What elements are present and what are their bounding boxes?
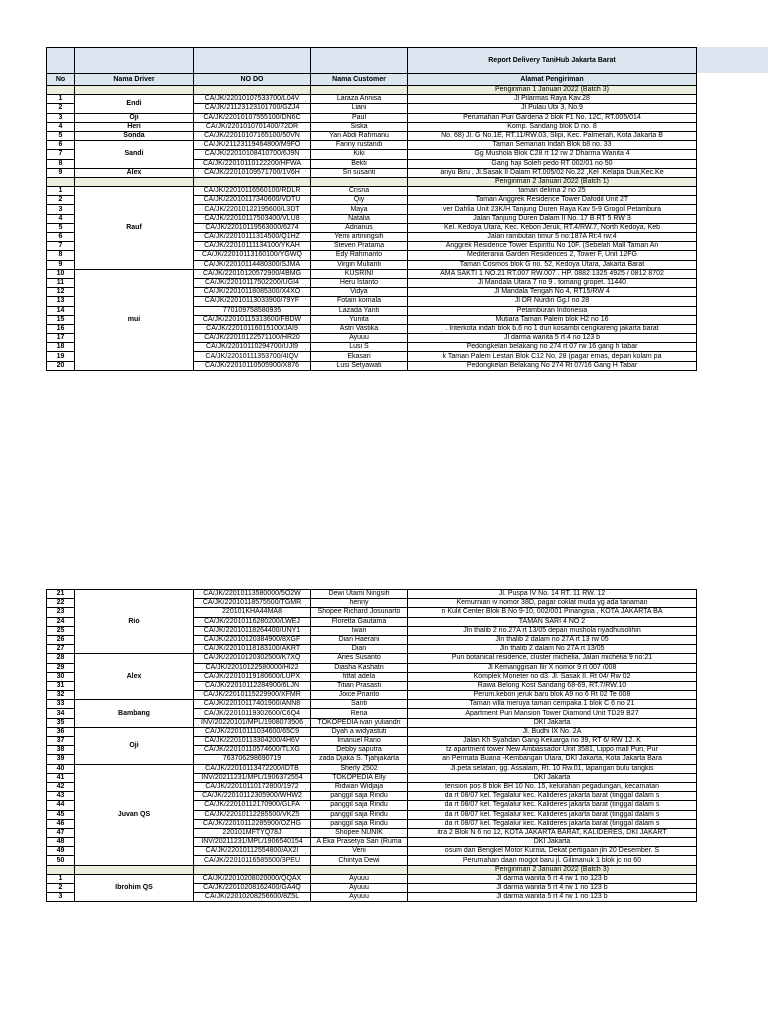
delivery-order-number: CA/JK/220101133042​00/4H6V: [194, 737, 311, 746]
delivery-order-number: CA/JK/220101075551​00/DN6C: [194, 113, 311, 122]
delivery-order-number: CA/JK/220101153136​00/FBDW: [194, 315, 311, 324]
delivery-order-number: INV/20211231/MPL/1906540154: [194, 838, 311, 847]
customer-name: fitfat adela: [311, 672, 408, 681]
delivery-address: Jln thalib 2 dalam No 27A rt 13/05: [408, 645, 697, 654]
customer-name: Ridwan Widjaja: [311, 782, 408, 791]
row-number: 35: [47, 718, 75, 727]
delivery-address: TAMAN SARI 4 NO 2: [408, 617, 697, 626]
delivery-address: Perumahan Puri Gardena 2 blok F1 No. 12C, RT.005/014: [408, 113, 697, 122]
delivery-address: Gg Mushola Blok C28 rt 12 rw 2 Dharma Wanita 4: [408, 150, 697, 159]
report-title: Report Delivery TaniHub Jakarta Barat: [408, 48, 697, 74]
delivery-order-number: CA/JK/220101105746​00/TLXG: [194, 746, 311, 755]
row-number: 13: [47, 297, 75, 306]
customer-name: Edy Rahmanto: [311, 251, 408, 260]
customer-name: Qiy: [311, 196, 408, 205]
header-driver: Nama Driver: [75, 74, 194, 86]
row-number: 37: [47, 737, 75, 746]
delivery-address: Jl Pilarmas Raya Kav.28: [408, 95, 697, 104]
customer-name: Diasha Kashatri: [311, 663, 408, 672]
row-number: 6: [47, 141, 75, 150]
customer-name: Sri susanti: [311, 168, 408, 177]
delivery-address: Kel. Kedoya Utara, Kec. Kebon Jeruk, RT.4/RW.7, North Kedoya, Keb: [408, 223, 697, 232]
delivery-order-number: CA/JK/220101110346​00/65C9: [194, 727, 311, 736]
delivery-order-number: CA/JK/211231231017​00/GZJ4: [194, 104, 311, 113]
delivery-order-number: CA/JK/220101102947​00/UJI9: [194, 343, 311, 352]
delivery-address: Jl darma wanita 5 rt 4 no 123 b: [408, 334, 697, 343]
delivery-order-number: CA/JK/220101173406​00/VDTU: [194, 196, 311, 205]
customer-name: Ayuuu: [311, 334, 408, 343]
customer-name: Natalia: [311, 214, 408, 223]
customer-name: Dian: [311, 645, 408, 654]
row-number: 3: [47, 113, 75, 122]
row-number: 20: [47, 361, 75, 370]
delivery-order-number: CA/JK/220101193026​00/C6Q4: [194, 709, 311, 718]
row-number: 6: [47, 233, 75, 242]
row-number: 15: [47, 315, 75, 324]
delivery-order-number: CA/JK/220101195630​00/6274: [194, 223, 311, 232]
driver-name: Bambang: [75, 700, 194, 728]
header-do: NO DO: [194, 74, 311, 86]
customer-name: Fotain komala: [311, 297, 408, 306]
row-number: 5: [47, 131, 75, 140]
customer-name: panggil saja Rindu: [311, 810, 408, 819]
delivery-address: Anggrek Residence Tower Espirittu No 10F. (Sebelah Mall Taman An: [408, 242, 697, 251]
driver-name: Alex: [75, 168, 194, 177]
customer-name: Ayuuu: [311, 874, 408, 883]
row-number: 4: [47, 122, 75, 131]
driver-name: Endi: [75, 95, 194, 113]
row-number: 3: [47, 893, 75, 902]
row-number: 11: [47, 278, 75, 287]
delivery-address: Jl Kemanggisan Ilir X nomor 9 rt 007 /008: [408, 663, 697, 672]
customer-name: Joice Prianto: [311, 691, 408, 700]
customer-name: Virgin Mulianti: [311, 260, 408, 269]
delivery-order-number: CA/JK/211231194648​00/M9FO: [194, 141, 311, 150]
delivery-order-number: CA/JK/220101070140​0/72DR: [194, 122, 311, 131]
delivery-order-number: CA/JK/220101225711​00/HR20: [194, 334, 311, 343]
customer-name: Lusi S: [311, 343, 408, 352]
customer-name: Adrianus: [311, 223, 408, 232]
delivery-order-number: CA/JK/220101075337​00/L04V: [194, 95, 311, 104]
customer-name: Lusi Setyawati: [311, 361, 408, 370]
row-number: 2: [47, 104, 75, 113]
delivery-address: da rt 08/07 kel. Tegalalur kec. Kalideres jakarta barat (tinggal dalam s: [408, 810, 697, 819]
delivery-order-number: CA/JK/220101134722​00/IDTB: [194, 764, 311, 773]
delivery-order-number: CA/JK/220101131601​00/YGWQ: [194, 251, 311, 260]
row-number: 41: [47, 773, 75, 782]
delivery-address: osum dan Bengkel Motor Kurnia, Dekat pertigaan jln 20 Desember. S: [408, 847, 697, 856]
delivery-order-number: CA/JK/220101175034​00/VLU8: [194, 214, 311, 223]
row-number: 10: [47, 269, 75, 278]
delivery-address: Jl.peta selatan, gg. Assalam, Rt. 10 Rw.01, lapangan bulu tangkis: [408, 764, 697, 773]
row-number: 49: [47, 847, 75, 856]
delivery-order-number: CA/JK/220101105059​00/X876: [194, 361, 311, 370]
delivery-order-number: CA/JK/220102082566​00/8Z5L: [194, 893, 311, 902]
customer-name: Maya: [311, 205, 408, 214]
customer-name: zada Djaka S. Tjahjakarta: [311, 755, 408, 764]
row-number: 19: [47, 352, 75, 361]
row-number: 44: [47, 801, 75, 810]
row-number: 5: [47, 223, 75, 232]
delivery-address: ver Dahlia Unit 23K/H Tanjung Duren Raya Kav 5-9 Grogol Petambura: [408, 205, 697, 214]
row-number: 43: [47, 792, 75, 801]
delivery-address: Jln thalib 2 no.27A rt 13/05 depan mushola riyadhusolihin: [408, 626, 697, 635]
customer-name: Imanuel Rano: [311, 737, 408, 746]
delivery-row: [47, 654, 697, 663]
customer-name: Santi: [311, 700, 408, 709]
delivery-row: [47, 187, 697, 196]
delivery-address: Jln thalib 2 dalam no 27A rt 13 rw 05: [408, 635, 697, 644]
row-number: 9: [47, 168, 75, 177]
row-number: 29: [47, 663, 75, 672]
customer-name: Crisna: [311, 187, 408, 196]
customer-name: Steven Pratama: [311, 242, 408, 251]
customer-name: Sherly 2502: [311, 764, 408, 773]
delivery-address: Jl Pulau Ubi 3, No.9: [408, 104, 697, 113]
delivery-address: Jl. Budhi IX No. 2A: [408, 727, 697, 736]
row-number: 21: [47, 590, 75, 599]
delivery-row: [47, 141, 697, 150]
delivery-row: [47, 764, 697, 773]
delivery-sheet-top: [46, 47, 696, 371]
delivery-order-number: CA/JK/220101111341​00/YKAH: [194, 242, 311, 251]
delivery-row: [47, 874, 697, 883]
delivery-address: Taman Cosmos blok G no. 52, Kedoya Utara, Jakarta Barat: [408, 260, 697, 269]
delivery-address: da rt 08/07 kel. Tegalalur kec. Kalideres jakarta barat (tinggal dalam s: [408, 819, 697, 828]
driver-name: Ibrohim QS: [75, 874, 194, 902]
driver-name: Rauf: [75, 187, 194, 270]
delivery-address: Apartment Puri Mansion Tower Diamond Unit TD29 B27: [408, 709, 697, 718]
row-number: 30: [47, 672, 75, 681]
row-number: 7: [47, 150, 75, 159]
delivery-order-number: CA/JK/220101125548​00/AX2I: [194, 847, 311, 856]
delivery-address: Rawa Belong Kost Sandang 68-69, RT.7/RW.10: [408, 681, 697, 690]
row-number: 25: [47, 626, 75, 635]
delivery-row: [47, 168, 697, 177]
shipment-section-label: Pengiriman 2 Januari 2022 (Batch 1): [408, 177, 697, 186]
delivery-address: taman delima 2 no 25: [408, 187, 697, 196]
delivery-address: Jl Mandala Utara 7 no 9 . tomang gropet. 11440: [408, 278, 697, 287]
delivery-order-number: CA/JK/220101225800​00/HI22: [194, 663, 311, 672]
delivery-address: anyu Biru , Jl.Sasak II Dalam RT.005/02 No.22 ,Kel .Kelapa Dua,Kec.Ke: [408, 168, 697, 177]
customer-name: Floretta Gautama: [311, 617, 408, 626]
delivery-order-number: CA/JK/220101182644​00/UNY1: [194, 626, 311, 635]
delivery-address: Jalan rambutan timur 5 no:187A Rt:4 rw:4: [408, 233, 697, 242]
driver-name: Oji: [75, 113, 194, 122]
delivery-order-number: CA/JK/220101191806​00/LUPX: [194, 672, 311, 681]
row-number: 39: [47, 755, 75, 764]
row-number: 14: [47, 306, 75, 315]
row-number: 4: [47, 214, 75, 223]
row-number: 17: [47, 334, 75, 343]
delivery-order-number: 220101KHA44MA8: [194, 608, 311, 617]
delivery-address: DKI Jakarta: [408, 773, 697, 782]
delivery-row: [47, 122, 697, 131]
delivery-table-bottom: [46, 589, 697, 902]
customer-name: TOKOPEDIA ivan yuliandri: [311, 718, 408, 727]
customer-name: Yan Abdi Rahmanu: [311, 131, 408, 140]
driver-name: Rio: [75, 590, 194, 654]
delivery-row: [47, 590, 697, 599]
delivery-row: [47, 95, 697, 104]
customer-name: Rena: [311, 709, 408, 718]
delivery-order-number: CA/JK/220101144803​00/SJMA: [194, 260, 311, 269]
row-number: 1: [47, 95, 75, 104]
delivery-order-number: CA/JK/220101162802​00/LWEJ: [194, 617, 311, 626]
customer-name: Yemi artiningsih: [311, 233, 408, 242]
customer-name: Shopee NUNIK: [311, 828, 408, 837]
customer-name: Shopee Richard Josunarto: [311, 608, 408, 617]
delivery-order-number: 220101MFTYQ78J: [194, 828, 311, 837]
customer-name: Yunita: [311, 315, 408, 324]
delivery-table-top: [46, 47, 697, 371]
delivery-order-number: CA/JK/220101175022​00/UGI4: [194, 278, 311, 287]
delivery-order-number: CA/JK/220101165601​00/RDLR: [194, 187, 311, 196]
delivery-order-number: CA/JK/220101113537​00/4IQV: [194, 352, 311, 361]
delivery-address: Pedongkelan belakang no 274 rt 07 rw 16 gang h tabar: [408, 343, 697, 352]
row-number: 23: [47, 608, 75, 617]
customer-name: Ayuuu: [311, 893, 408, 902]
delivery-address: da rt 08/07 kel. Tegalalur kec. Kalideres jakarta barat (tinggal dalam s: [408, 801, 697, 810]
driver-name: Alex: [75, 654, 194, 700]
customer-name: Dewi Utami Ningsih: [311, 590, 408, 599]
delivery-order-number: CA/JK/220101122859​00/OZHG: [194, 819, 311, 828]
delivery-order-number: CA/JK/220101205729​00/4BMG: [194, 269, 311, 278]
delivery-order-number: CA/JK/220101121709​00/GLFA: [194, 801, 311, 810]
delivery-address: Jl Mandala Tengah No 4, RT15/RW 4: [408, 288, 697, 297]
delivery-address: Jl DR Nurdin Gg.I no 28: [408, 297, 697, 306]
delivery-row: [47, 269, 697, 278]
delivery-address: DKI Jakarta: [408, 838, 697, 847]
customer-name: Siska: [311, 122, 408, 131]
delivery-address: Perum.kebon jeruk baru blok A9 no 6 Rt 02 Te 008: [408, 691, 697, 700]
delivery-address: Jl darma wanita 5 rt 4 rw 1 no 123 b: [408, 874, 697, 883]
delivery-order-number: CA/JK/220102081624​00/GA4Q: [194, 884, 311, 893]
customer-name: Fanny rustandi: [311, 141, 408, 150]
delivery-order-number: CA/JK/220101095717​00/1V6H: [194, 168, 311, 177]
delivery-order-number: CA/JK/220101180853​00/X4XO: [194, 288, 311, 297]
customer-name: Debby saputra: [311, 746, 408, 755]
row-number: 50: [47, 856, 75, 865]
delivery-order-number: 770109758580935: [194, 306, 311, 315]
customer-name: Laraza Annisa: [311, 95, 408, 104]
delivery-address: No. 68) Jl. G No.1E, RT.11/RW.03, Slipi, Kec. Palmerah, Kota Jakarta B: [408, 131, 697, 140]
delivery-address: da rt 08/07 kel. Tegalalur kec. Kalideres jakarta barat (tinggal dalam s: [408, 792, 697, 801]
customer-name: Vidya: [311, 288, 408, 297]
customer-name: Paul: [311, 113, 408, 122]
header-customer: Nama Customer: [311, 74, 408, 86]
customer-name: KUSRINI: [311, 269, 408, 278]
row-number: 2: [47, 196, 75, 205]
delivery-order-number: CA/JK/220101185755​00/TGMR: [194, 599, 311, 608]
delivery-order-number: CA/JK/220101113145​00/Q1HZ: [194, 233, 311, 242]
delivery-address: DKI Jakarta: [408, 718, 697, 727]
shipment-section-row: [47, 177, 697, 186]
shipment-section-label: Pengiriman 1 Januari 2022 (Batch 3): [408, 86, 697, 95]
driver-name: Juvan QS: [75, 764, 194, 865]
delivery-address: Jl darma wanita 5 rt 4 rw 1 no 123 b: [408, 884, 697, 893]
customer-name: Lazada Yanti: [311, 306, 408, 315]
customer-name: panggil saja Rindu: [311, 792, 408, 801]
delivery-row: [47, 113, 697, 122]
customer-name: Aries Susanto: [311, 654, 408, 663]
delivery-row: [47, 700, 697, 709]
row-number: 8: [47, 251, 75, 260]
delivery-order-number: CA/JK/220101160151​00/JAI9: [194, 324, 311, 333]
customer-name: Iwan: [311, 626, 408, 635]
row-number: 36: [47, 727, 75, 736]
delivery-address: Pedongkelan Belakang No 274 Rt 07/16 Gang H Tabar: [408, 361, 697, 370]
row-number: 47: [47, 828, 75, 837]
delivery-address: Mutiara Taman Palem blok H2 no 16: [408, 315, 697, 324]
delivery-order-number: CA/JK/220101071651​00/50VN: [194, 131, 311, 140]
row-number: 42: [47, 782, 75, 791]
delivery-order-number: 763706298690719: [194, 755, 311, 764]
row-number: 12: [47, 288, 75, 297]
delivery-address: Jalan Tanjung Duren Dalam II No. 17 B RT 5 RW 3: [408, 214, 697, 223]
header-no: No: [47, 74, 75, 86]
delivery-order-number: CA/JK/220101203025​00/K7XQ: [194, 654, 311, 663]
row-number: 1: [47, 187, 75, 196]
driver-name: mui: [75, 269, 194, 370]
delivery-order-number: CA/JK/220101221956​00/L3DT: [194, 205, 311, 214]
customer-name: Kiki: [311, 150, 408, 159]
delivery-order-number: CA/JK/220101181831​00/AKRT: [194, 645, 311, 654]
row-number: 8: [47, 159, 75, 168]
driver-name: Sandi: [75, 141, 194, 169]
delivery-order-number: CA/JK/220101122855​00/VKZ5: [194, 810, 311, 819]
delivery-order-number: CA/JK/220101130339​00/79YF: [194, 297, 311, 306]
delivery-address: Puri botanical residence, cluster michelia. Jalan michelia 9 no:21: [408, 654, 697, 663]
customer-name: Chintya Dewi: [311, 856, 408, 865]
delivery-address: . Interkota indah blok b.6 no 1 duri kosambi cengkareng jakarta barat: [408, 324, 697, 333]
customer-name: henny: [311, 599, 408, 608]
delivery-order-number: CA/JK/220101152299​00/XFMR: [194, 691, 311, 700]
row-number: 24: [47, 617, 75, 626]
customer-name: Heru Istanto: [311, 278, 408, 287]
delivery-order-number: CA/JK/220101101728​00/1972: [194, 782, 311, 791]
delivery-address: an Permata Buana -Kembangan Utara, DKI Jakarta, Kota Jakarta Bara: [408, 755, 697, 764]
delivery-order-number: CA/JK/220101101222​00/HFWA: [194, 159, 311, 168]
delivery-order-number: CA/JK/220101122849​00/6LJN: [194, 681, 311, 690]
delivery-address: tension pos 8 blok BH 10 No. 15, kelurahan pegadungan, kecamatan: [408, 782, 697, 791]
delivery-address: Taman Anggrek Residence Tower Dafodil Unit 2T: [408, 196, 697, 205]
delivery-address: Jalan Kh Syahdan Gang Keluarga no 39, RT 6/ RW 12. K: [408, 737, 697, 746]
delivery-address: Kemurnian iv nomor 38D, pagar coklat muda yg ada tanaman: [408, 599, 697, 608]
delivery-address: k Taman Palem Lestari Blok C12 No. 28 (pagar emas, depan kolam pa: [408, 352, 697, 361]
row-number: 18: [47, 343, 75, 352]
row-number: 45: [47, 810, 75, 819]
driver-name: Oji: [75, 727, 194, 764]
sheet-overflow-cell: [696, 47, 768, 73]
report-title-row: [47, 48, 697, 74]
delivery-address: tz apartment tower New Ambassador Unit 3581, Lippo mall Puri, Pur: [408, 746, 697, 755]
delivery-address: Jl darma wanita 5 rt 4 rw 1 no 123 b: [408, 893, 697, 902]
customer-name: Liani: [311, 104, 408, 113]
delivery-sheet-bottom: [46, 589, 696, 902]
delivery-address: itra 2 Blok N 6 no 12, KOTA JAKARTA BARAT, KALIDERES, DKI JAKART: [408, 828, 697, 837]
customer-name: TOKOPEDIA Elly: [311, 773, 408, 782]
customer-name: A Eka Prasetya Sari (Ruma: [311, 838, 408, 847]
row-number: 38: [47, 746, 75, 755]
row-number: 46: [47, 819, 75, 828]
customer-name: panggil saja Rindu: [311, 801, 408, 810]
delivery-order-number: CA/JK/220101203849​00/8XGF: [194, 635, 311, 644]
column-header-row: [47, 74, 697, 86]
delivery-address: Komp. Sandang blok D no. 8: [408, 122, 697, 131]
customer-name: panggil saja Rindu: [311, 819, 408, 828]
row-number: 48: [47, 838, 75, 847]
delivery-order-number: CA/JK/220101123059​00/WHW2: [194, 792, 311, 801]
row-number: 31: [47, 681, 75, 690]
customer-name: Astri Vastika: [311, 324, 408, 333]
customer-name: Titian Prasasti: [311, 681, 408, 690]
row-number: 2: [47, 884, 75, 893]
delivery-row: [47, 131, 697, 140]
shipment-section-row: [47, 865, 697, 874]
delivery-row: [47, 727, 697, 736]
row-number: 33: [47, 700, 75, 709]
row-number: 22: [47, 599, 75, 608]
shipment-section-label: Pengiriman 2 Januari 2022 (Batch 3): [408, 865, 697, 874]
row-number: 3: [47, 205, 75, 214]
row-number: 26: [47, 635, 75, 644]
shipment-section-row: [47, 86, 697, 95]
delivery-order-number: INV/20220101/MPL/1908073506: [194, 718, 311, 727]
delivery-address: Gang haji Soleh pedo RT 002/01 no 50: [408, 159, 697, 168]
row-number: 16: [47, 324, 75, 333]
delivery-address: Mediterania Garden Residences 2, Tower F, Unit 12FG: [408, 251, 697, 260]
driver-name: Heri: [75, 122, 194, 131]
header-address: Alamat Pengiriman: [408, 74, 697, 86]
customer-name: Dyah a widyastuti: [311, 727, 408, 736]
delivery-order-number: INV/20211231/MPL/1906372554: [194, 773, 311, 782]
delivery-order-number: CA/JK/220101174019​00/ANN8: [194, 700, 311, 709]
delivery-address: Perumahan daan mogot baru jl. Gilimanuk 1 blok jc no 60: [408, 856, 697, 865]
delivery-address: Petamburan Indonesia: [408, 306, 697, 315]
delivery-address: Taman villa meruya taman cempaka 1 blok C 6 no 21: [408, 700, 697, 709]
row-number: 9: [47, 260, 75, 269]
row-number: 27: [47, 645, 75, 654]
row-number: 34: [47, 709, 75, 718]
delivery-address: Jl. Puspa IV No. 14 RT. 11 RW. 12: [408, 590, 697, 599]
delivery-order-number: CA/JK/220102080200​00/QQAX: [194, 874, 311, 883]
customer-name: Bekti: [311, 159, 408, 168]
delivery-order-number: CA/JK/220101135800​00/5O2W: [194, 590, 311, 599]
row-number: 28: [47, 654, 75, 663]
delivery-address: Taman Semanan Indah Blok b8 no. 33: [408, 141, 697, 150]
customer-name: Ekasari: [311, 352, 408, 361]
row-number: 32: [47, 691, 75, 700]
row-number: 1: [47, 874, 75, 883]
delivery-order-number: CA/JK/220101165855​00/3PEU: [194, 856, 311, 865]
customer-name: Ayuuu: [311, 884, 408, 893]
row-number: 7: [47, 242, 75, 251]
row-number: 40: [47, 764, 75, 773]
delivery-address: Komplek Moneter no d3. Jl. Sasak II. Rt 04/ Rw 02: [408, 672, 697, 681]
customer-name: Dian Haerani: [311, 635, 408, 644]
delivery-order-number: CA/JK/220101084107​00/6J9N: [194, 150, 311, 159]
driver-name: Sonda: [75, 131, 194, 140]
customer-name: Veni: [311, 847, 408, 856]
delivery-address: AMA SAKTI 1 NO.21 RT.007 RW.007 . HP. 0882 1325 4925 / 0812 8702: [408, 269, 697, 278]
delivery-address: n Kulit Center Blok B No 9-10, 002/001 Pinangsia , KOTA JAKARTA BA: [408, 608, 697, 617]
